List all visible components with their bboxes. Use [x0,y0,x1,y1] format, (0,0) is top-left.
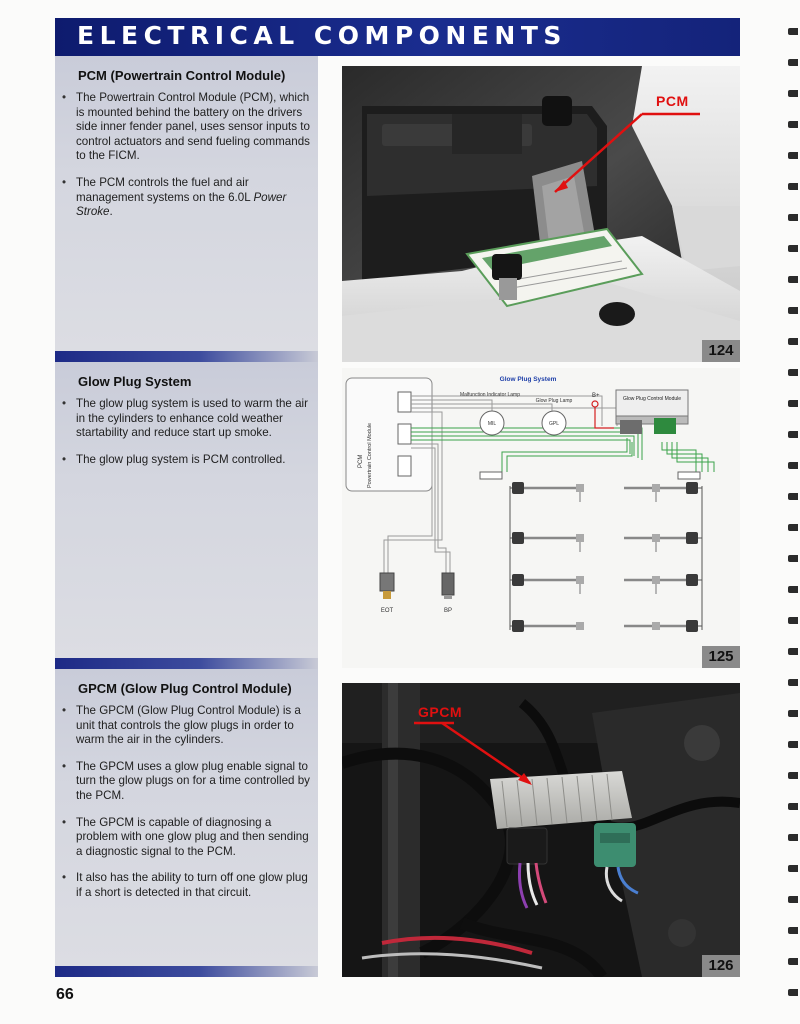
glow-plug-section-bar [55,351,318,362]
glow-plug-heading: Glow Plug System [78,374,192,389]
binding-coil [788,741,798,748]
gpcm-text-panel [55,669,318,966]
bp-sensor [442,573,454,599]
gpcm-callout-label: GPCM [418,704,462,720]
gpl-caption: Glow Plug Lamp [535,398,573,404]
gpcm-connector-green [654,418,676,434]
pcm-bullet-2-text: The PCM controls the fuel and air management systems on the 6.0L [76,175,254,204]
pcm-bullet-1: • The Powertrain Control Module (PCM), which is mounted behind the battery on the drivers side inner fender panel, uses sensor inputs to control actuators and send fueling commands to the FICM. [60,91,314,164]
binding-coil [788,214,798,221]
left-bank-glow-plugs [510,482,584,632]
figure-124-number: 124 [702,340,740,362]
binding-coil [788,121,798,128]
binding-coil [788,90,798,97]
header-banner [55,18,740,56]
binding-coil [788,59,798,66]
mil-caption: Malfunction Indicator Lamp [459,392,521,398]
right-bank-connector [678,472,700,479]
left-bank-connector [480,472,502,479]
gpcm-module-box [616,390,688,416]
binding-coil [788,834,798,841]
power-stroke-italic: Power Stroke [76,190,287,219]
bp-label: BP [443,608,453,614]
binding-coil [788,555,798,562]
spiral-binding [786,0,800,1024]
figure-125-number: 125 [702,646,740,668]
pcm-bullet-2-end: . [109,205,113,219]
glow-plug-bullet-list [60,397,314,467]
gpcm-connector-grey [620,420,642,434]
pcm-callout-label: PCM [656,93,689,109]
binding-coil [788,28,798,35]
gpcm-heading: GPCM (Glow Plug Control Module) [78,681,292,696]
mil-lamp-label: MIL [487,421,497,427]
binding-coil [788,896,798,903]
pcm-bullet-list [60,91,314,220]
binding-coil [788,648,798,655]
pcm-diagram-sublabel: Powertrain Control Module [367,422,373,488]
pcm-connector-2 [398,424,411,444]
binding-coil [788,989,798,996]
binding-coil [788,338,798,345]
figure-124-pcm-photo [342,66,740,362]
binding-coil [788,865,798,872]
binding-coil [788,710,798,717]
figure-126-gpcm-photo [342,683,740,977]
gpcm-bullet-2: • The GPCM uses a glow plug enable signal to turn the glow plugs on for a time controlled by the PCM. [60,760,314,804]
glow-plug-bullet-1: • The glow plug system is used to warm the air in the cylinders to enhance cold weather startability and reduce start up smoke. [60,397,314,441]
pcm-heading: PCM (Powertrain Control Module) [78,68,286,83]
binding-coil [788,431,798,438]
binding-coil [788,276,798,283]
eot-sensor [380,573,394,599]
right-bank-glow-plugs [624,482,702,632]
pcm-photo-illustration [342,66,740,362]
eot-label: EOT [380,608,394,614]
gpcm-section-bar [55,658,318,669]
gpcm-bullet-4: • It also has the ability to turn off one glow plug if a short is detected in that circuit. [60,871,314,900]
glow-plug-text-panel [55,362,318,658]
pcm-bullet-2 [60,176,314,220]
figure-126-number: 126 [702,955,740,977]
binding-coil [788,307,798,314]
gpcm-bullet-list [60,704,314,901]
pcm-connector-1 [398,392,411,412]
glow-plug-wiring-diagram [342,368,740,668]
footer-bar [55,966,318,977]
binding-coil [788,803,798,810]
pcm-box [346,378,432,491]
binding-coil [788,586,798,593]
binding-coil [788,152,798,159]
binding-coil [788,617,798,624]
diagram-title: Glow Plug System [499,376,557,383]
b-plus-wire [595,407,614,428]
pcm-connector-3 [398,456,411,476]
binding-coil [788,400,798,407]
binding-coil [788,772,798,779]
binding-coil [788,369,798,376]
figure-125-glow-plug-diagram [342,368,740,668]
page-title: ELECTRICAL COMPONENTS [77,21,567,50]
binding-coil [788,245,798,252]
glow-plug-bullet-2: • The glow plug system is PCM controlled. [60,453,314,468]
green-connector [594,823,636,867]
pcm-text-panel [55,56,318,351]
binding-coil [788,462,798,469]
binding-coil [788,679,798,686]
binding-coil [788,927,798,934]
binding-coil [788,958,798,965]
gpcm-bullet-1: • The GPCM (Glow Plug Control Module) is a unit that controls the glow plugs in order to warm the air in the cylinders. [60,704,314,748]
gpl-lamp-label: GPL [548,421,560,427]
binding-coil [788,524,798,531]
binding-coil [788,493,798,500]
gpcm-bullet-3: • The GPCM is capable of diagnosing a problem with one glow plug and then sending a diagnostic signal to the PCM. [60,816,314,860]
gpcm-diagram-label: Glow Plug Control Module [622,396,682,402]
page-number: 66 [56,986,74,1003]
b-plus-label: B+ [592,393,600,399]
b-plus-terminal [592,401,598,407]
pcm-diagram-label: PCM [358,454,364,468]
binding-coil [788,183,798,190]
gpcm-photo-illustration [342,683,740,977]
